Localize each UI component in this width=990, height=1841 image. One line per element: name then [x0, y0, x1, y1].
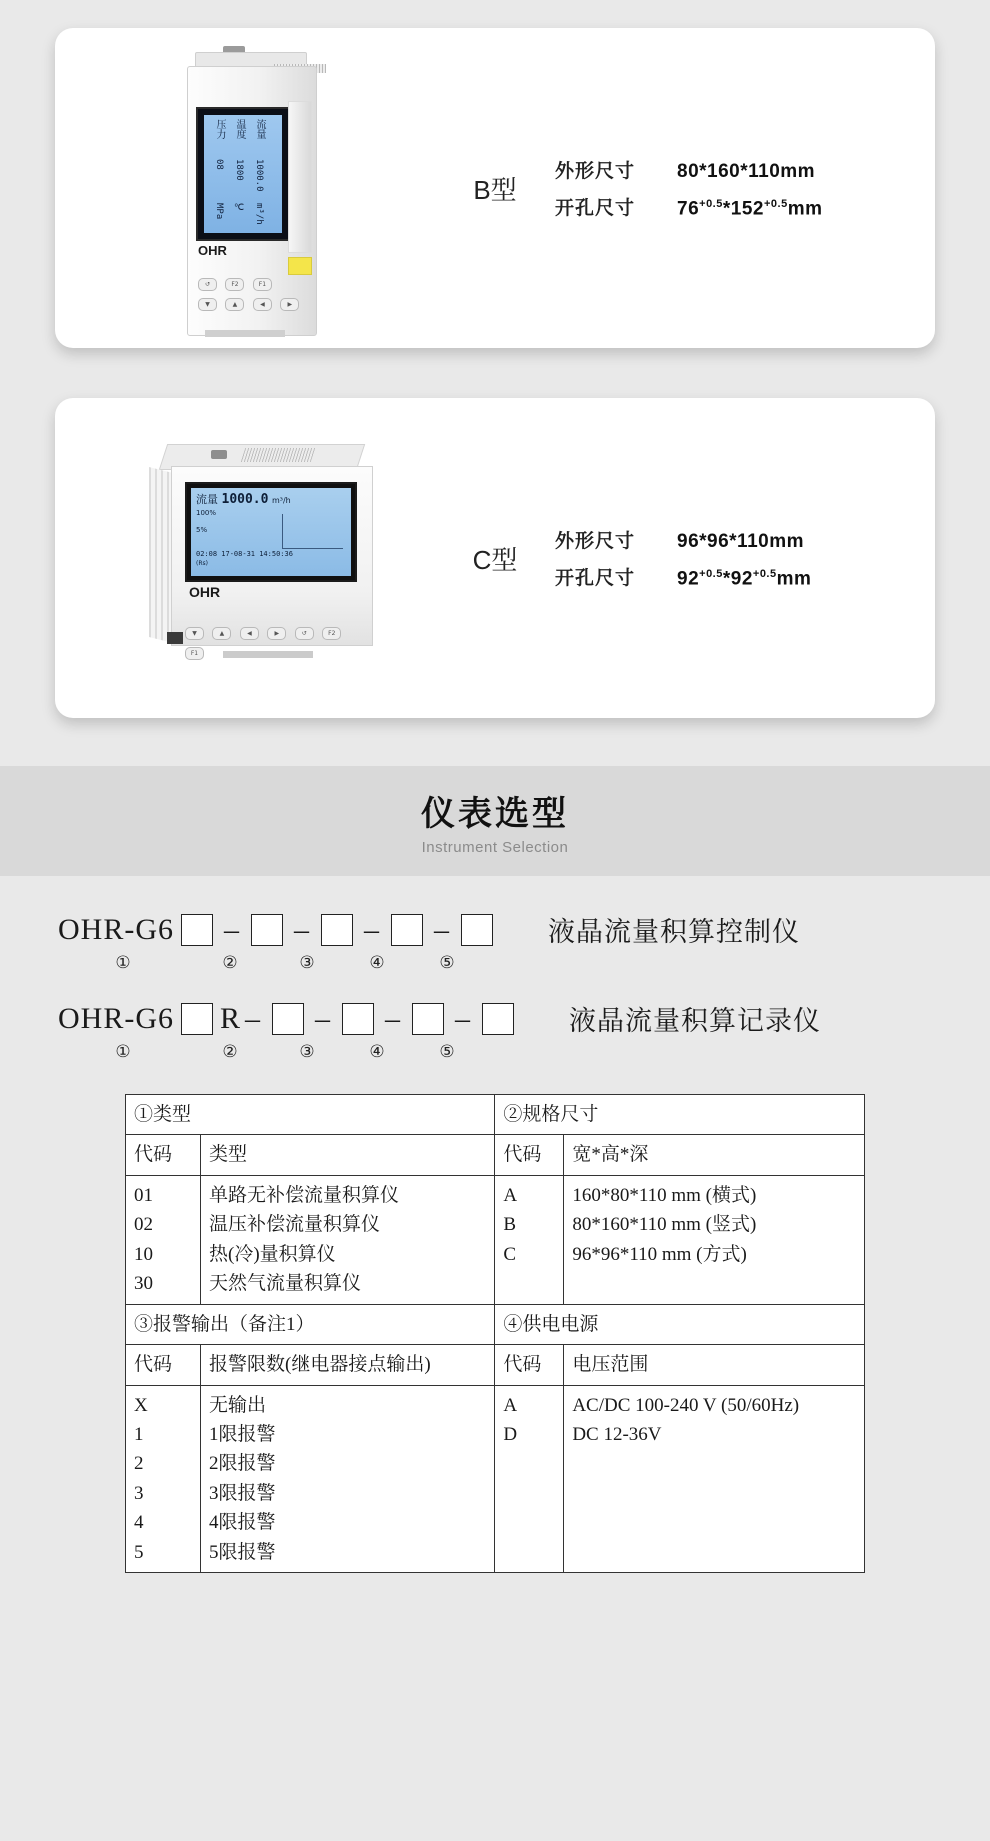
c-lcd-value: 1000.0	[221, 492, 269, 507]
section-header-size: ②规格尺寸	[495, 1095, 865, 1135]
alarm-code-3: 3	[134, 1482, 144, 1504]
mark-3-controller: ③	[299, 953, 315, 972]
brand-logo-b: OHR	[198, 243, 227, 258]
model-dash-3-recorder: –	[385, 1001, 402, 1035]
alarm-code-4: 4	[134, 1512, 144, 1534]
model-dash-1-recorder: –	[245, 1001, 262, 1035]
cutout-b-a: 76	[677, 198, 700, 219]
size-name-2: 96*96*110 mm (方式)	[572, 1243, 747, 1265]
size-code-1: B	[503, 1214, 517, 1236]
model-dash-2-recorder: –	[315, 1001, 332, 1035]
model-row-recorder	[0, 999, 990, 1038]
alarm-name-2: 2限报警	[209, 1453, 276, 1475]
c-lcd-title-row	[196, 491, 291, 507]
power-code-1: D	[503, 1423, 518, 1445]
c-key-down[interactable]: ▼	[185, 627, 204, 640]
model-dash-3-controller: –	[364, 912, 380, 946]
model-description-controller: 液晶流量积算控制仪	[548, 917, 800, 947]
model-marks-recorder	[0, 1042, 990, 1062]
dimension-key-outer-c: 外形尺寸	[555, 531, 636, 552]
section-subtitle: Instrument Selection	[421, 839, 569, 856]
type-name-3: 天然气流量积算仪	[209, 1273, 362, 1295]
type-code-list	[126, 1175, 201, 1304]
dimensions-b	[555, 146, 822, 230]
c-lcd-scale-mid: 5%	[196, 526, 208, 534]
column-header-type-code: 代码	[126, 1135, 201, 1175]
alarm-code-0: X	[134, 1394, 148, 1416]
model-box-2-controller[interactable]	[251, 914, 283, 946]
c-lcd	[191, 488, 351, 576]
alarm-name-list	[201, 1385, 495, 1573]
model-marks-controller	[0, 953, 990, 973]
product-photo-c	[55, 398, 435, 718]
product-card-c	[55, 398, 935, 718]
cutout-c-b: *92	[722, 568, 753, 589]
model-description-recorder: 液晶流量积算记录仪	[569, 1006, 822, 1036]
b-lcd-value-temperature: 1800	[234, 159, 244, 181]
type-name-0: 单路无补偿流量积算仪	[209, 1184, 400, 1206]
model-row-controller	[0, 910, 990, 949]
dimension-value-cutout-c	[677, 568, 811, 590]
table-row	[126, 1135, 865, 1175]
dimension-value-cutout-b	[677, 198, 822, 220]
column-header-size-code: 代码	[495, 1135, 564, 1175]
type-code-0: 01	[134, 1184, 153, 1206]
product-card-b	[55, 28, 935, 348]
section-header-power: ④供电电源	[495, 1304, 865, 1344]
cutout-b-sup-b: +0.5	[763, 197, 788, 210]
model-code-area	[0, 876, 990, 1068]
b-lcd	[204, 115, 282, 233]
b-key-f1[interactable]: F1	[253, 278, 272, 291]
dimensions-c	[555, 516, 811, 600]
b-key-right[interactable]: ▶	[280, 298, 299, 311]
cutout-c-sup-b: +0.5	[752, 567, 777, 580]
mark-4-controller: ④	[369, 953, 385, 972]
size-name-0: 160*80*110 mm (横式)	[572, 1184, 757, 1206]
table-row	[126, 1175, 865, 1304]
specification-table	[125, 1094, 865, 1573]
size-name-list	[564, 1175, 865, 1304]
alarm-code-list	[126, 1385, 201, 1573]
model-box-4-recorder[interactable]	[412, 1003, 444, 1035]
column-header-type-name: 类型	[201, 1135, 495, 1175]
c-lcd-scale-top: 100%	[196, 509, 217, 517]
mark-2-recorder: ②	[222, 1042, 238, 1061]
b-screen	[196, 107, 290, 241]
dimension-key-outer-b: 外形尺寸	[555, 161, 636, 182]
c-key-up[interactable]: ▲	[212, 627, 231, 640]
alarm-name-1: 1限报警	[209, 1423, 276, 1445]
c-mount-bracket	[167, 632, 183, 644]
b-lcd-unit-flow: m³/h	[254, 203, 264, 225]
size-code-2: C	[503, 1243, 517, 1265]
type-name-2: 热(冷)量积算仪	[209, 1243, 336, 1265]
model-suffix-r-recorder: R	[220, 1001, 242, 1035]
table-row	[126, 1345, 865, 1385]
power-name-0: AC/DC 100-240 V (50/60Hz)	[572, 1394, 800, 1416]
c-top-knob	[211, 450, 227, 459]
model-prefix-controller: OHR-G6	[58, 912, 174, 946]
b-key-up[interactable]: ▲	[225, 298, 244, 311]
c-base	[223, 651, 313, 658]
mark-4-recorder: ④	[369, 1042, 385, 1061]
column-header-alarm-code: 代码	[126, 1345, 201, 1385]
cutout-c-c: mm	[776, 568, 812, 589]
c-lcd-axis-label: (Rs)	[196, 560, 208, 567]
cutout-b-b: *152	[722, 198, 764, 219]
model-dash-1-controller: –	[224, 912, 240, 946]
alarm-code-1: 1	[134, 1423, 144, 1445]
b-lcd-label-temperature: 温度	[234, 119, 245, 139]
model-box-3-recorder[interactable]	[342, 1003, 374, 1035]
size-code-0: A	[503, 1184, 518, 1206]
dimension-row-cutout-b	[555, 193, 822, 220]
b-key-reset[interactable]: ↺	[198, 278, 217, 291]
c-key-f2[interactable]: F2	[322, 627, 341, 640]
type-label-b: B型	[473, 174, 517, 205]
type-name-1: 温压补偿流量积算仪	[209, 1214, 381, 1236]
alarm-name-0: 无输出	[209, 1394, 267, 1416]
b-lcd-value-pressure: 08	[214, 159, 224, 170]
power-name-list	[564, 1385, 865, 1573]
b-lcd-value-flow: 1000.0	[254, 159, 264, 192]
b-keypad	[196, 273, 306, 313]
dimension-key-cutout-b: 开孔尺寸	[555, 198, 636, 219]
mark-1-controller: ①	[115, 953, 131, 972]
column-header-size-name: 宽*高*深	[564, 1135, 865, 1175]
b-key-left[interactable]: ◀	[253, 298, 272, 311]
c-lcd-unit: m³/h	[271, 496, 291, 505]
section-header-type: ①类型	[126, 1095, 495, 1135]
mark-2-controller: ②	[222, 953, 238, 972]
mark-5-recorder: ⑤	[439, 1042, 455, 1061]
c-side-ribs	[149, 467, 173, 643]
section-header-alarm: ③报警输出（备注1）	[126, 1304, 495, 1344]
instrument-b-illustration	[165, 44, 345, 334]
dimension-key-cutout-c: 开孔尺寸	[555, 568, 636, 589]
cutout-b-sup-a: +0.5	[699, 197, 723, 210]
b-lcd-unit-pressure: MPa	[214, 203, 224, 220]
model-dash-2-controller: –	[294, 912, 310, 946]
column-header-power-name: 电压范围	[564, 1345, 865, 1385]
b-key-f2[interactable]: F2	[225, 278, 244, 291]
dimension-value-outer-c: 96*96*110mm	[677, 531, 804, 552]
section-banner	[0, 766, 990, 876]
type-label-c: C型	[472, 544, 518, 575]
b-lcd-label-pressure: 压力	[214, 119, 225, 139]
model-box-5-controller[interactable]	[461, 914, 493, 946]
size-code-list	[495, 1175, 564, 1304]
cutout-b-c: mm	[787, 198, 823, 219]
b-side-panel	[288, 101, 312, 253]
instrument-c-illustration	[133, 426, 383, 676]
type-name-list	[201, 1175, 495, 1304]
brand-logo-c: OHR	[189, 584, 221, 600]
table-row	[126, 1095, 865, 1135]
section-title: 仪表选型	[421, 795, 569, 833]
column-header-power-code: 代码	[495, 1345, 564, 1385]
model-box-1-recorder[interactable]	[181, 1003, 213, 1035]
c-screen	[185, 482, 357, 582]
power-code-0: A	[503, 1394, 518, 1416]
alarm-code-5: 5	[134, 1541, 144, 1563]
type-code-2: 10	[134, 1243, 153, 1265]
column-header-alarm-name: 报警限数(继电器接点输出)	[201, 1345, 495, 1385]
c-lcd-trend-chart	[282, 514, 343, 549]
alarm-name-5: 5限报警	[209, 1541, 276, 1563]
alarm-name-3: 3限报警	[209, 1482, 276, 1504]
size-name-1: 80*160*110 mm (竖式)	[572, 1214, 757, 1236]
mark-5-controller: ⑤	[439, 953, 455, 972]
b-lcd-label-flow: 流量	[254, 119, 265, 139]
c-vent-grill	[241, 448, 316, 462]
model-dash-4-controller: –	[434, 912, 450, 946]
model-dash-4-recorder: –	[455, 1001, 472, 1035]
dimension-row-cutout-c	[555, 563, 811, 590]
alarm-code-2: 2	[134, 1453, 144, 1475]
alarm-name-4: 4限报警	[209, 1512, 276, 1534]
c-key-f1[interactable]: F1	[185, 647, 204, 660]
dimension-row-outer-b	[555, 156, 822, 183]
b-key-down[interactable]: ▼	[198, 298, 217, 311]
model-box-3-controller[interactable]	[321, 914, 353, 946]
dimension-row-outer-c	[555, 526, 811, 553]
c-lcd-time: 02:08 17-08-31 14:50:36	[196, 550, 293, 558]
table-row	[126, 1385, 865, 1573]
power-name-1: DC 12-36V	[572, 1423, 662, 1445]
cutout-c-a: 92	[677, 568, 700, 589]
c-key-reset[interactable]: ↺	[295, 627, 314, 640]
c-key-left[interactable]: ◀	[240, 627, 259, 640]
b-lcd-unit-temperature: ℃	[234, 203, 244, 213]
b-body	[187, 66, 317, 336]
type-code-3: 30	[134, 1273, 153, 1295]
model-box-1-controller[interactable]	[181, 914, 213, 946]
type-code-1: 02	[134, 1214, 153, 1236]
model-box-5-recorder[interactable]	[482, 1003, 514, 1035]
c-key-right[interactable]: ▶	[267, 627, 286, 640]
cutout-c-sup-a: +0.5	[699, 567, 723, 580]
product-photo-b	[55, 28, 435, 348]
model-box-4-controller[interactable]	[391, 914, 423, 946]
model-prefix-recorder: OHR-G6	[58, 1001, 174, 1035]
table-row	[126, 1304, 865, 1344]
power-code-list	[495, 1385, 564, 1573]
mark-3-recorder: ③	[299, 1042, 315, 1061]
mark-1-recorder: ①	[115, 1042, 131, 1061]
dimension-value-outer-b: 80*160*110mm	[677, 161, 816, 182]
b-base	[205, 330, 285, 337]
c-lcd-title: 流量	[196, 493, 218, 506]
model-box-2-recorder[interactable]	[272, 1003, 304, 1035]
